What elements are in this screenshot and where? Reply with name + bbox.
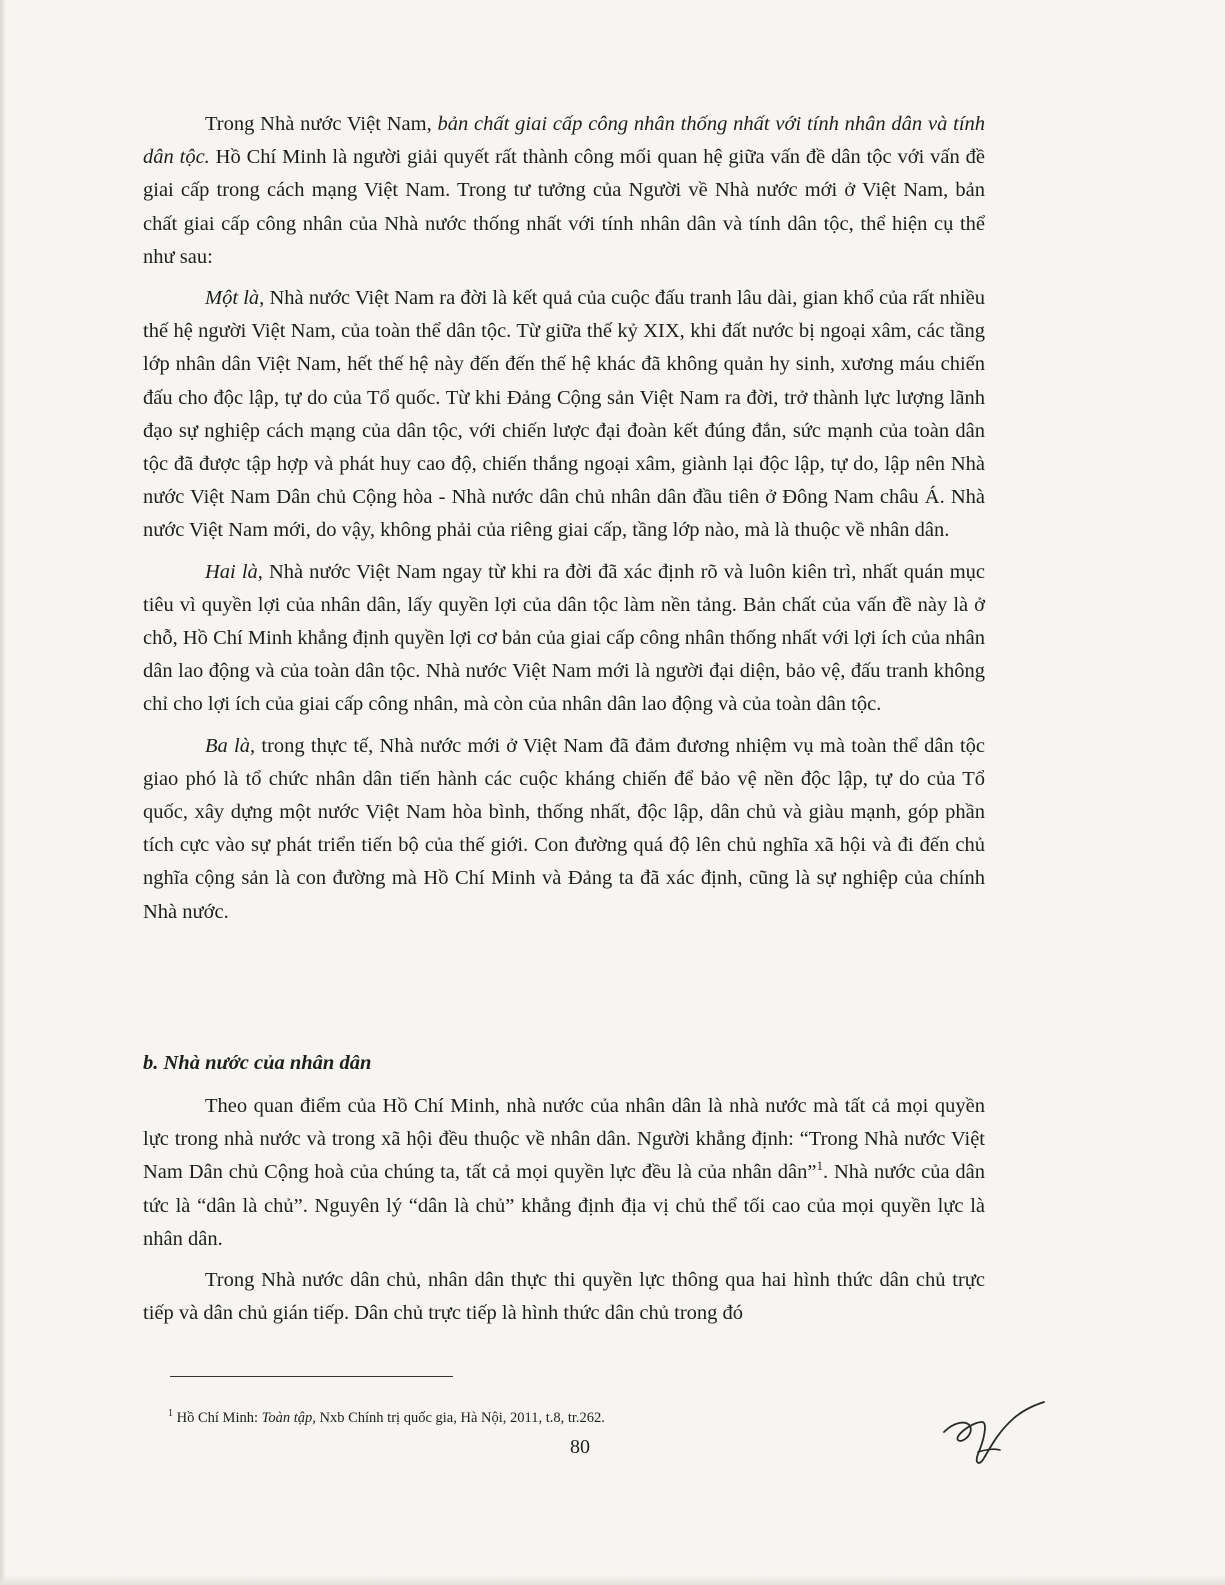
- footnote-details: Nxb Chính trị quốc gia, Hà Nội, 2011, t.8, tr.262.: [315, 1409, 605, 1426]
- paragraph-3: [143, 556, 985, 722]
- paragraph-6: [143, 1264, 985, 1330]
- paragraph-1-intro: Trong Nhà nước Việt Nam,: [205, 113, 438, 135]
- paragraph-1: [143, 108, 985, 274]
- scan-edge-shadow: [0, 0, 6, 1585]
- paragraph-4: [143, 730, 985, 929]
- footnote-marker: 1: [168, 1408, 173, 1419]
- paragraph-3-label: Hai là,: [205, 560, 263, 583]
- scan-edge-bottom: [0, 1575, 1225, 1585]
- footnote-author: Hồ Chí Minh:: [173, 1409, 262, 1426]
- footnote-divider: [170, 1376, 453, 1377]
- paragraph-6-text: Trong Nhà nước dân chủ, nhân dân thực thi quyền lực thông qua hai hình thức dân chủ trực tiếp và dân chủ gián tiếp. Dân chủ trực tiếp là hình thức dân chủ trong đó: [143, 1269, 985, 1325]
- section-heading: b. Nhà nước của nhân dân: [143, 1052, 372, 1074]
- paragraph-1-rest: Hồ Chí Minh là người giải quyết rất thành công mối quan hệ giữa vấn đề dân tộc với vấn đề giai cấp trong cách mạng Việt Nam. Trong tư tưởng của Người về Nhà nước mới ở Việt Nam, bản chất giai cấp công nhân của Nhà nước thống nhất với tính nhân dân và tính dân tộc, thể hiện cụ thể như sau:: [143, 146, 986, 268]
- body-text-part2: [143, 1090, 985, 1330]
- page-number: 80: [570, 1436, 590, 1458]
- paragraph-2: [143, 282, 985, 548]
- paragraph-3-text: Nhà nước Việt Nam ngay từ khi ra đời đã xác định rõ và luôn kiên trì, nhất quán mục tiêu vì quyền lợi của nhân dân, lấy quyền lợi của dân tộc làm nền tảng. Bản chất của vấn đề này là ở chỗ, Hồ Chí Minh khẳng định quyền lợi cơ bản của giai cấp công nhân thống nhất với lợi ích của nhân dân lao động và của toàn dân tộc. Nhà nước Việt Nam mới là người đại diện, bảo vệ, đấu tranh không chỉ cho lợi ích của giai cấp công nhân, mà còn của nhân dân lao động và của toàn dân tộc.: [143, 560, 985, 716]
- body-text-part1: [143, 108, 985, 929]
- handwritten-signature: [938, 1392, 1048, 1472]
- paragraph-4-label: Ba là,: [205, 734, 256, 757]
- paragraph-4-text: trong thực tế, Nhà nước mới ở Việt Nam đã đảm đương nhiệm vụ mà toàn thể dân tộc giao phó là tổ chức nhân dân tiến hành các cuộc kháng chiến để bảo vệ nền độc lập, tự do của Tổ quốc, xây dựng một nước Việt Nam hòa bình, thống nhất, độc lập, dân chủ và giàu mạnh, góp phần tích cực vào sự phát triển tiến bộ của thế giới. Con đường quá độ lên chủ nghĩa xã hội và đi đến chủ nghĩa cộng sản là con đường mà Hồ Chí Minh và Đảng ta đã xác định, cũng là sự nghiệp của chính Nhà nước.: [143, 734, 986, 923]
- paragraph-5-rest: . Nhà nước của dân tức là “dân là chủ”. Nguyên lý “dân là chủ” khẳng định địa vị chủ thể tối cao của mọi quyền lực là nhân dân.: [143, 1161, 985, 1250]
- paragraph-5-text: Theo quan điểm của Hồ Chí Minh, nhà nước của nhân dân là nhà nước mà tất cả mọi quyền lực trong nhà nước và trong xã hội đều thuộc về nhân dân. Người khẳng định: “Trong Nhà nước Việt Nam Dân chủ Cộng hoà của chúng ta, tất cả mọi quyền lực đều là của nhân dân”: [143, 1095, 985, 1184]
- footnote-title: Toàn tập,: [261, 1409, 316, 1426]
- footnote: [168, 1404, 868, 1428]
- paragraph-2-label: Một là,: [205, 287, 265, 310]
- paragraph-2-text: Nhà nước Việt Nam ra đời là kết quả của cuộc đấu tranh lâu dài, gian khổ của rất nhiều thế hệ người Việt Nam, của toàn thể dân tộc. Từ giữa thế kỷ XIX, khi đất nước bị ngoại xâm, các tầng lớp nhân dân Việt Nam, hết thế hệ này đến đến thế hệ khác đã không quản hy sinh, xương máu chiến đấu cho độc lập, tự do của Tổ quốc. Từ khi Đảng Cộng sản Việt Nam ra đời, trở thành lực lượng lãnh đạo sự nghiệp cách mạng của dân tộc, với chiến lược đại đoàn kết đúng đắn, sức mạnh của toàn dân tộc đã được tập hợp và phát huy cao độ, chiến thắng ngoại xâm, giành lại độc lập, tự do, lập nên Nhà nước Việt Nam Dân chủ Cộng hòa - Nhà nước dân chủ nhân dân đầu tiên ở Đông Nam châu Á. Nhà nước Việt Nam mới, do vậy, không phải của riêng giai cấp, tầng lớp nào, mà là thuộc về nhân dân.: [143, 287, 986, 542]
- paragraph-1-emphasis: bản chất giai cấp công nhân thống nhất với tính nhân dân và tính dân tộc.: [143, 113, 986, 169]
- paragraph-5: [143, 1090, 985, 1256]
- footnote-reference: 1: [816, 1158, 823, 1174]
